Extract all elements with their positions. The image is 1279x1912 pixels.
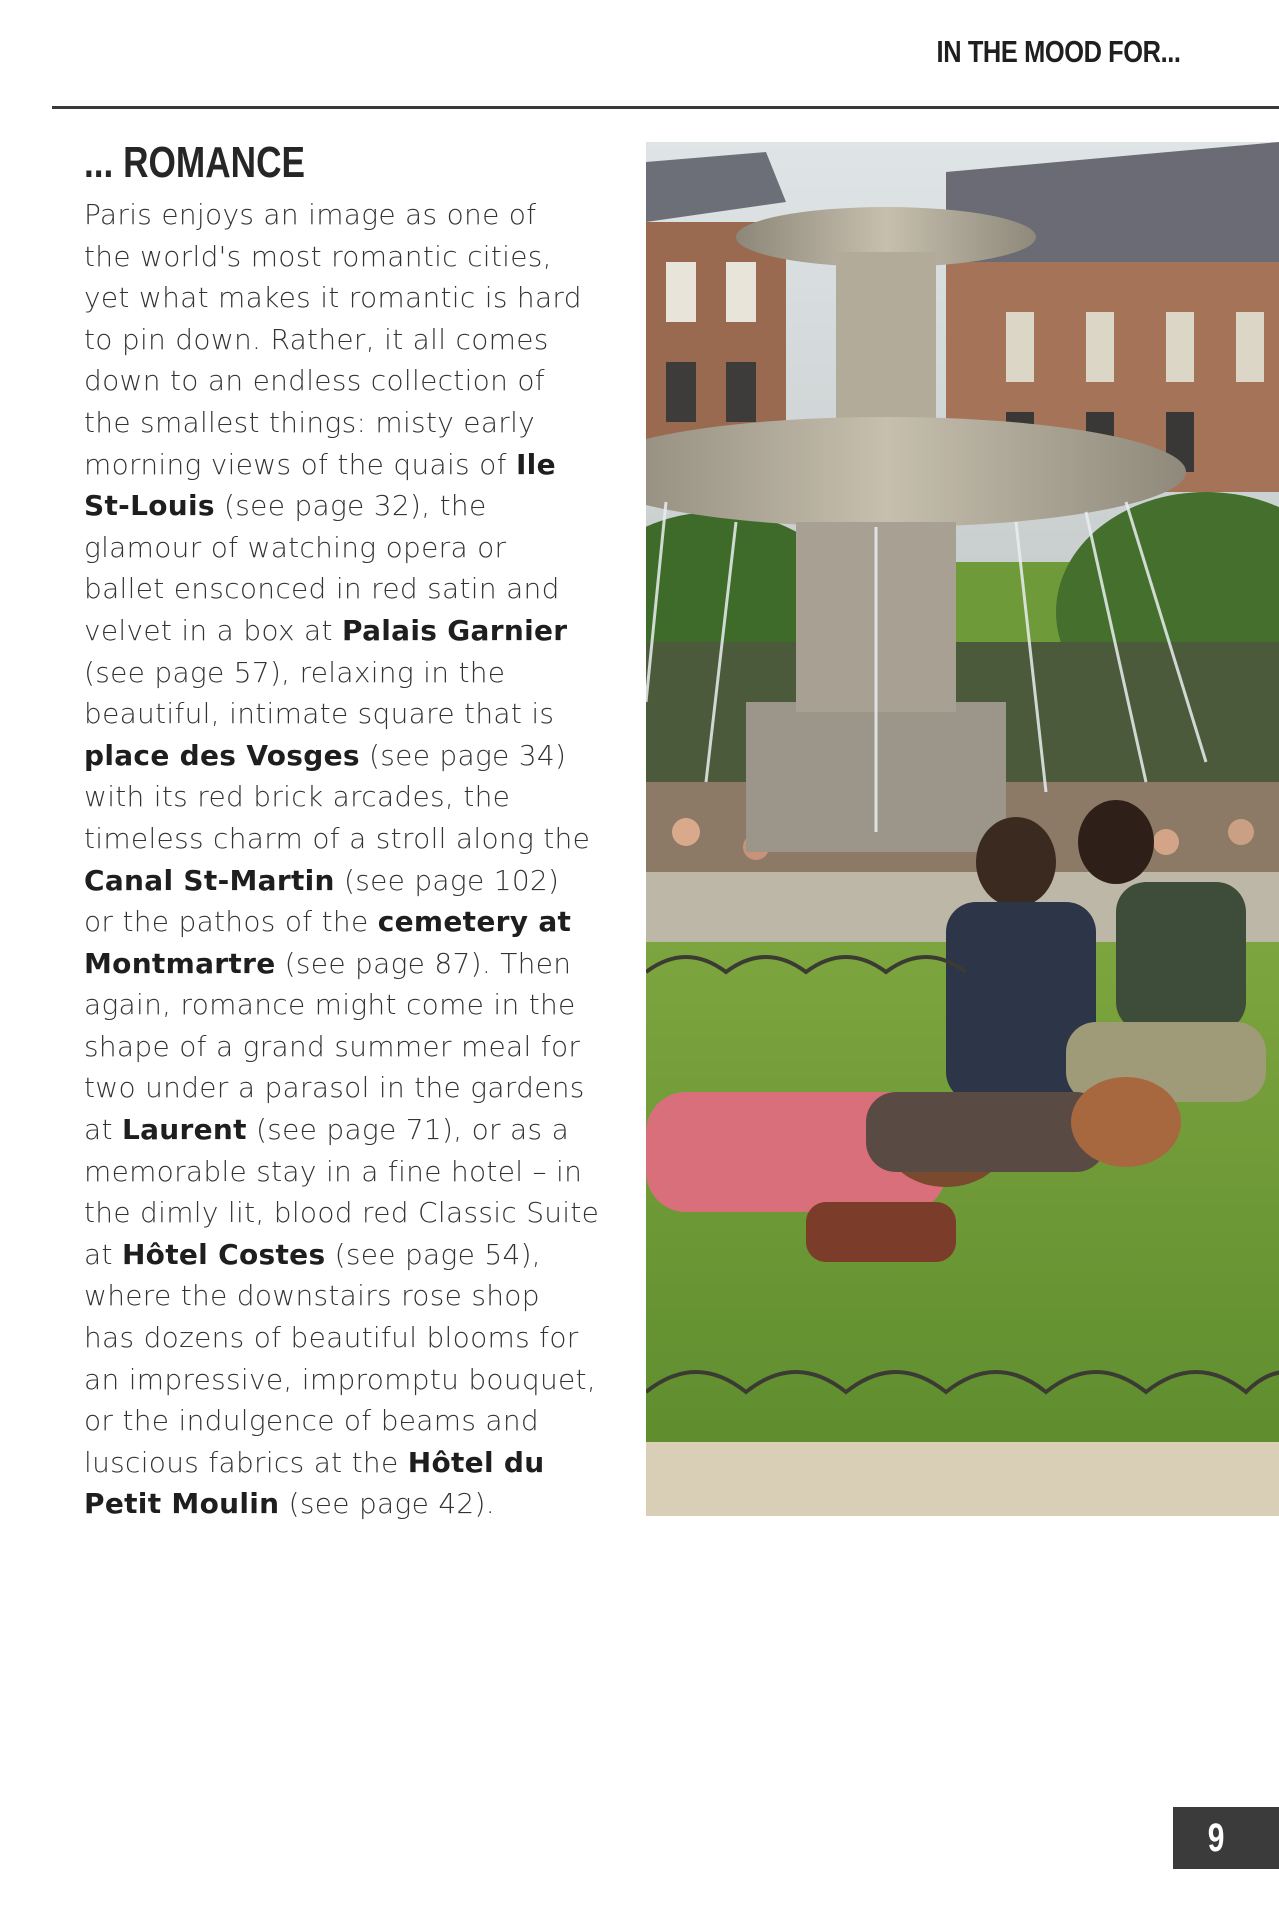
body-text-segment: down to an endless collection of [84,364,545,398]
body-text-segment: again, romance might come in the [84,988,576,1022]
body-line [84,1067,624,1109]
body-line [84,1442,624,1484]
body-line [84,1151,624,1193]
body-line [84,735,624,777]
place-name: Petit Moulin [84,1487,280,1521]
body-text-segment: glamour of watching opera or [84,530,507,564]
body-line [84,360,624,402]
place-name: Montmartre [84,946,276,980]
body-line [84,610,624,652]
body-text-segment: timeless charm of a stroll along the [84,821,591,855]
body-line [84,1317,624,1359]
place-name: St-Louis [84,489,215,523]
place-name: cemetery at [377,905,572,939]
place-name: Ile [515,447,556,481]
body-line [84,1359,624,1401]
place-name: place des Vosges [84,738,360,772]
section-title: ... ROMANCE [84,138,305,187]
body-text-segment: velvet in a box at [84,613,342,647]
place-name: Hôtel Costes [121,1237,326,1271]
body-text-segment: the dimly lit, blood red Classic Suite [84,1196,600,1230]
body-text-segment: two under a parasol in the gardens [84,1071,585,1105]
body-text-segment: Paris enjoys an image as one of [84,198,537,231]
body-text-segment: (see page 34) [359,738,567,772]
body-text-segment: (see page 54), [325,1237,542,1271]
body-text-segment: morning views of the quais of [84,447,516,481]
running-head: IN THE MOOD FOR... [936,34,1181,69]
body-line [84,1275,624,1317]
body-line [84,1483,624,1525]
place-name: Laurent [121,1113,247,1147]
body-line [84,818,624,860]
body-text-segment: shape of a grand summer meal for [84,1029,581,1063]
body-line [84,194,624,236]
body-text-segment: yet what makes it romantic is hard [84,281,582,315]
body-line [84,943,624,985]
body-line [84,1109,624,1151]
body-line [84,444,624,486]
place-name: Hôtel du [407,1445,545,1479]
body-text-segment: (see page 71), or as a [246,1113,570,1147]
body-text-segment: to pin down. Rather, it all comes [84,322,549,356]
photo-place-des-vosges [646,142,1279,1516]
body-line [84,402,624,444]
body-line [84,1234,624,1276]
body-text-segment: luscious fabrics at the [84,1445,408,1479]
body-text-segment: an impressive, impromptu bouquet, [84,1362,597,1396]
body-text-segment: memorable stay in a fine hotel – in [84,1154,583,1188]
body-text-segment: (see page 32), the [214,489,487,523]
body-text-segment: or the indulgence of beams and [84,1404,540,1438]
body-line [84,527,624,569]
page-number-box [1173,1807,1279,1869]
body-line [84,652,624,694]
page-number: 9 [1207,1815,1225,1860]
body-text-segment: (see page 102) [334,863,560,897]
body-line [84,236,624,278]
body-text-segment: the smallest things: misty early [84,405,536,439]
body-text-segment: where the downstairs rose shop [84,1279,540,1313]
body-line [84,901,624,943]
body-text [84,194,624,1525]
place-name: Canal St-Martin [84,863,335,897]
body-line [84,984,624,1026]
body-line [84,277,624,319]
body-line [84,860,624,902]
body-line [84,485,624,527]
place-name: Palais Garnier [342,613,568,647]
body-line [84,568,624,610]
body-line [84,1400,624,1442]
body-text-segment: with its red brick arcades, the [84,780,511,814]
body-line [84,693,624,735]
body-text-segment: at [84,1237,122,1271]
body-line [84,1026,624,1068]
body-text-segment: (see page 87). Then [275,946,572,980]
body-text-segment: beautiful, intimate square that is [84,697,555,731]
header-rule [52,106,1279,109]
body-text-segment: (see page 57), relaxing in the [84,655,506,689]
body-text-segment: at [84,1113,122,1147]
body-text-segment: ballet ensconced in red satin and [84,572,560,606]
body-line [84,776,624,818]
body-text-segment: (see page 42). [279,1487,495,1521]
body-line [84,1192,624,1234]
body-text-segment: or the pathos of the [84,905,378,939]
body-text-segment: the world's most romantic cities, [84,239,552,273]
body-text-segment: has dozens of beautiful blooms for [84,1321,579,1355]
body-line [84,319,624,361]
